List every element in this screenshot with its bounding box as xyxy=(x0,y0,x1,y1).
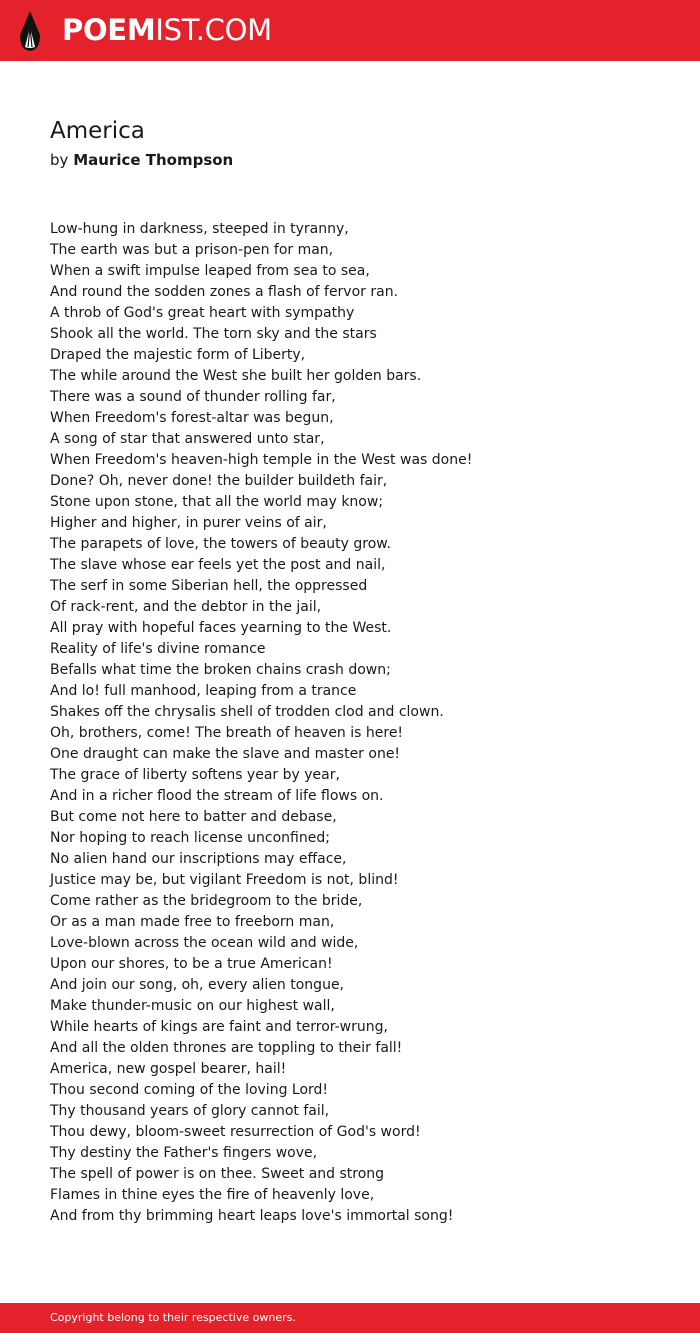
poem-line: And in a richer flood the stream of life flows on. xyxy=(50,788,384,804)
poem-line: Love-blown across the ocean wild and wide, xyxy=(50,935,359,951)
poem-line: Reality of life's divine romance xyxy=(50,641,266,657)
poem-line: The spell of power is on thee. Sweet and strong xyxy=(50,1166,385,1182)
poem-line: There was a sound of thunder rolling far, xyxy=(50,389,336,405)
poem-line: The serf in some Siberian hell, the oppressed xyxy=(50,578,368,594)
poem-line: Upon our shores, to be a true American! xyxy=(50,956,333,972)
poem-line: Befalls what time the broken chains crash down; xyxy=(50,662,391,678)
poem-line: America, new gospel bearer, hail! xyxy=(50,1061,287,1077)
poem-body xyxy=(50,219,670,1227)
poem-title: America xyxy=(50,118,145,144)
poem-line: Nor hoping to reach license unconfined; xyxy=(50,830,330,846)
poem-line: Thy destiny the Father's fingers wove, xyxy=(50,1145,318,1161)
poem-line: Done? Oh, never done! the builder buildeth fair, xyxy=(50,473,388,489)
pen-nib-icon xyxy=(18,10,42,52)
poem-line: Come rather as the bridegroom to the bride, xyxy=(50,893,363,909)
poem-line: The while around the West she built her golden bars. xyxy=(50,368,422,384)
poem-line: Draped the majestic form of Liberty, xyxy=(50,347,306,363)
site-footer xyxy=(0,1303,700,1333)
poem-line: Shook all the world. The torn sky and the stars xyxy=(50,326,377,342)
poem-line: While hearts of kings are faint and terror-wrung, xyxy=(50,1019,388,1035)
site-logo[interactable] xyxy=(62,13,272,47)
site-header xyxy=(0,0,700,61)
poem-line: But come not here to batter and debase, xyxy=(50,809,337,825)
poem-line: When Freedom's heaven-high temple in the West was done! xyxy=(50,452,473,468)
author-name: Maurice Thompson xyxy=(73,151,234,169)
poem-line: Or as a man made free to freeborn man, xyxy=(50,914,335,930)
poem-line: The parapets of love, the towers of beauty grow. xyxy=(50,536,391,552)
brand-light-text: IST.COM xyxy=(155,13,272,47)
poem-line: Stone upon stone, that all the world may know; xyxy=(50,494,384,510)
poem-line: Flames in thine eyes the fire of heavenly love, xyxy=(50,1187,375,1203)
poem-line: And join our song, oh, every alien tongue, xyxy=(50,977,345,993)
poem-line: Low-hung in darkness, steeped in tyranny, xyxy=(50,221,349,237)
poem-line: And lo! full manhood, leaping from a trance xyxy=(50,683,357,699)
poem-line: Thy thousand years of glory cannot fail, xyxy=(50,1103,330,1119)
poem-line: And round the sodden zones a flash of fervor ran. xyxy=(50,284,399,300)
poem-line: Justice may be, but vigilant Freedom is not, blind! xyxy=(50,872,399,888)
byline xyxy=(50,150,233,170)
poem-line: Make thunder-music on our highest wall, xyxy=(50,998,335,1014)
poem-line: Oh, brothers, come! The breath of heaven is here! xyxy=(50,725,404,741)
poem-line: A throb of God's great heart with sympathy xyxy=(50,305,355,321)
poem-line: The earth was but a prison-pen for man, xyxy=(50,242,334,258)
poem-line: Thou second coming of the loving Lord! xyxy=(50,1082,329,1098)
poem-line: When a swift impulse leaped from sea to sea, xyxy=(50,263,370,279)
poem-line: And from thy brimming heart leaps love's immortal song! xyxy=(50,1208,454,1224)
poem-line: Higher and higher, in purer veins of air, xyxy=(50,515,327,531)
poem-line: The grace of liberty softens year by year, xyxy=(50,767,340,783)
by-label: by xyxy=(50,151,69,169)
poem-line: One draught can make the slave and master one! xyxy=(50,746,401,762)
poem-line: No alien hand our inscriptions may efface, xyxy=(50,851,347,867)
poem-line: All pray with hopeful faces yearning to the West. xyxy=(50,620,392,636)
poem-line: When Freedom's forest-altar was begun, xyxy=(50,410,334,426)
poem-line: Shakes off the chrysalis shell of trodden clod and clown. xyxy=(50,704,444,720)
copyright-text: Copyright belong to their respective owners. xyxy=(50,1311,296,1324)
brand-bold-text: POEM xyxy=(62,13,156,47)
poem-line: Thou dewy, bloom-sweet resurrection of God's word! xyxy=(50,1124,421,1140)
poem-line: The slave whose ear feels yet the post and nail, xyxy=(50,557,386,573)
poem-line: A song of star that answered unto star, xyxy=(50,431,325,447)
poem-line: Of rack-rent, and the debtor in the jail, xyxy=(50,599,322,615)
poem-line: And all the olden thrones are toppling to their fall! xyxy=(50,1040,403,1056)
